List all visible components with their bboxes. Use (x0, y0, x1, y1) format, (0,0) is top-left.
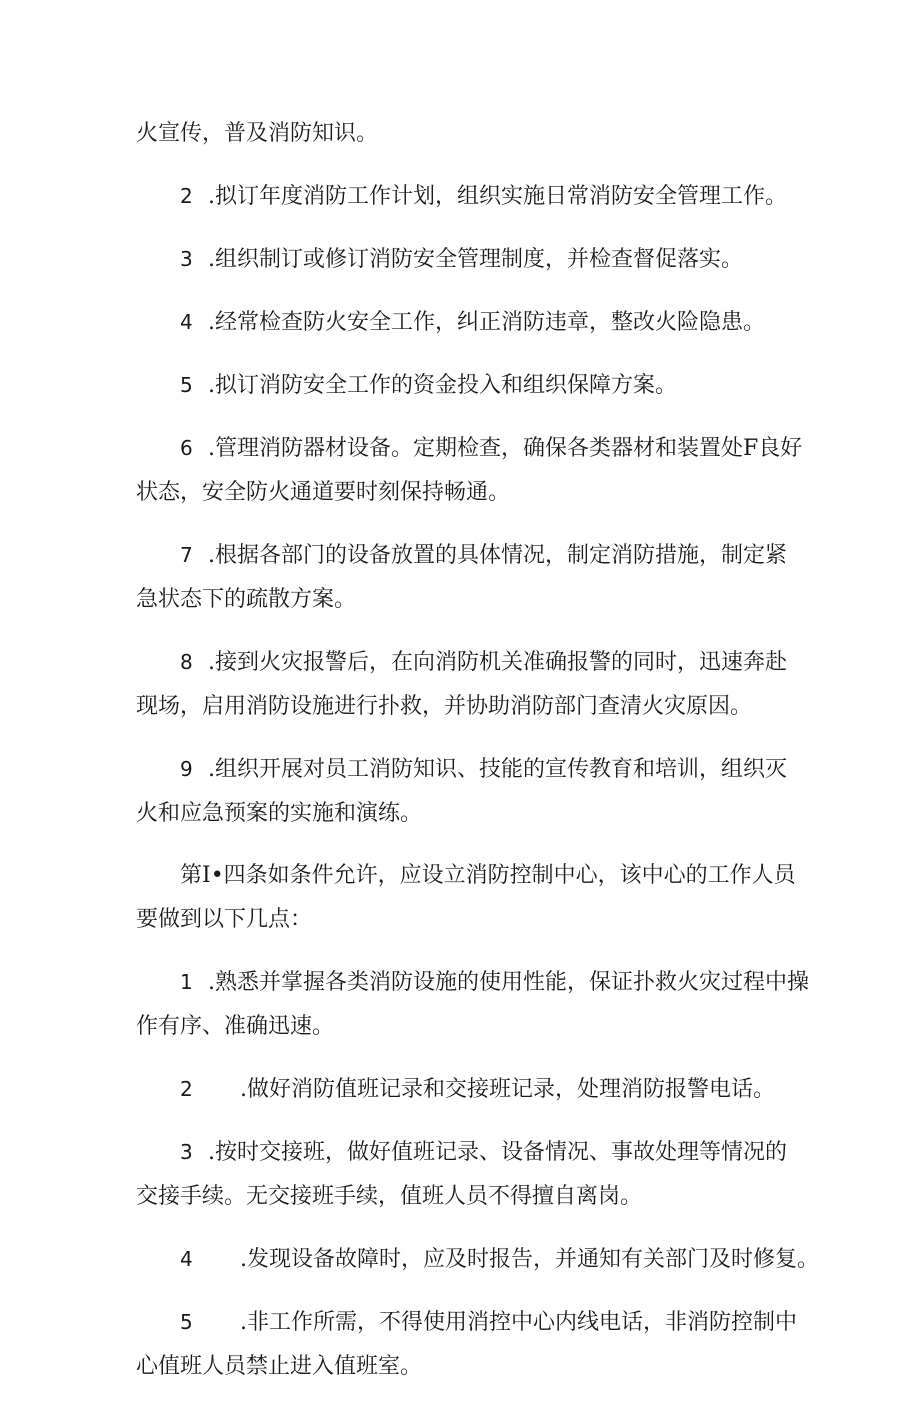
line-text: .拟订消防安全工作的资金投入和组织保障方案。 (208, 373, 677, 398)
document-body (136, 112, 819, 1407)
text-line (136, 1130, 796, 1175)
text-line (136, 747, 796, 792)
text-line (136, 471, 796, 515)
line-text: .经常检查防火安全工作，纠正消防违章，整改火险隐患。 (208, 310, 765, 335)
text-line (136, 854, 796, 898)
line-text: .组织开展对员工消防知识、技能的宣传教育和培训，组织灭 (208, 757, 787, 782)
line-text: 现场，启用消防设施进行扑救，并协助消防部门查清火灾原因。 (136, 694, 753, 719)
item-number: 8 (180, 650, 193, 674)
line-text: 心值班人员禁止进入值班室。 (136, 1354, 423, 1379)
text-line (136, 426, 803, 471)
item-number: 3 (180, 1140, 193, 1164)
text-line (136, 578, 796, 622)
line-text: 火宣传，普及消防知识。 (136, 121, 379, 146)
line-text: 作有序、准确迅速。 (136, 1014, 335, 1039)
item-number: 4 (180, 1247, 193, 1271)
line-text: 急状态下的疏散方案。 (136, 587, 357, 612)
text-line (136, 1067, 796, 1112)
item-number: 7 (180, 543, 193, 567)
line-text: .管理消防器材设备。定期检查，确保各类器材和装置处F良好 (208, 436, 803, 461)
text-line (136, 533, 796, 578)
text-line (136, 640, 796, 685)
line-text: .根据各部门的设备放置的具体情况，制定消防措施，制定紧 (208, 543, 787, 568)
item-number: 2 (180, 1077, 193, 1101)
line-text: .做好消防值班记录和交接班记录，处理消防报警电话。 (240, 1077, 775, 1102)
text-line (136, 685, 796, 729)
line-text: .发现设备故障时，应及时报告，并通知有关部门及时修复。 (240, 1247, 819, 1272)
text-lines (136, 112, 819, 1389)
item-number: 4 (180, 310, 193, 334)
line-text: 交接手续。无交接班手续，值班人员不得擅自离岗。 (136, 1184, 643, 1209)
text-line (136, 112, 796, 156)
line-text: 状态，安全防火通道要时刻保持畅通。 (136, 480, 511, 505)
text-line (136, 898, 796, 942)
text-line (136, 1300, 796, 1345)
line-text: 第I•四条如条件允许，应设立消防控制中心，该中心的工作人员 (180, 863, 796, 888)
line-text: 火和应急预案的实施和演练。 (136, 801, 423, 826)
line-text: .熟悉并掌握各类消防设施的使用性能，保证扑救火灾过程中操 (208, 970, 809, 995)
item-number: 3 (180, 247, 193, 271)
item-number: 6 (180, 436, 193, 460)
line-text: .接到火灾报警后，在向消防机关准确报警的同时，迅速奔赴 (208, 650, 787, 675)
text-line (136, 792, 796, 836)
text-line (136, 300, 796, 345)
line-text: .按时交接班，做好值班记录、设备情况、事故处理等情况的 (208, 1140, 787, 1165)
text-line (136, 363, 796, 408)
item-number: 5 (180, 1310, 193, 1334)
text-line (136, 1175, 796, 1219)
text-line (136, 1237, 819, 1282)
item-number: 5 (180, 373, 193, 397)
line-text: 要做到以下几点： (136, 907, 313, 932)
item-number: 1 (180, 970, 193, 994)
line-text: .组织制订或修订消防安全管理制度，并检查督促落实。 (208, 247, 743, 272)
text-line (136, 960, 809, 1005)
item-number: 9 (180, 757, 193, 781)
text-line (136, 1005, 796, 1049)
item-number: 2 (180, 184, 193, 208)
text-line (136, 237, 796, 282)
text-line (136, 1345, 796, 1389)
line-text: .非工作所需，不得使用消控中心内线电话，非消防控制中 (240, 1310, 797, 1335)
line-text: .拟订年度消防工作计划，组织实施日常消防安全管理工作。 (208, 184, 787, 209)
text-line (136, 174, 796, 219)
